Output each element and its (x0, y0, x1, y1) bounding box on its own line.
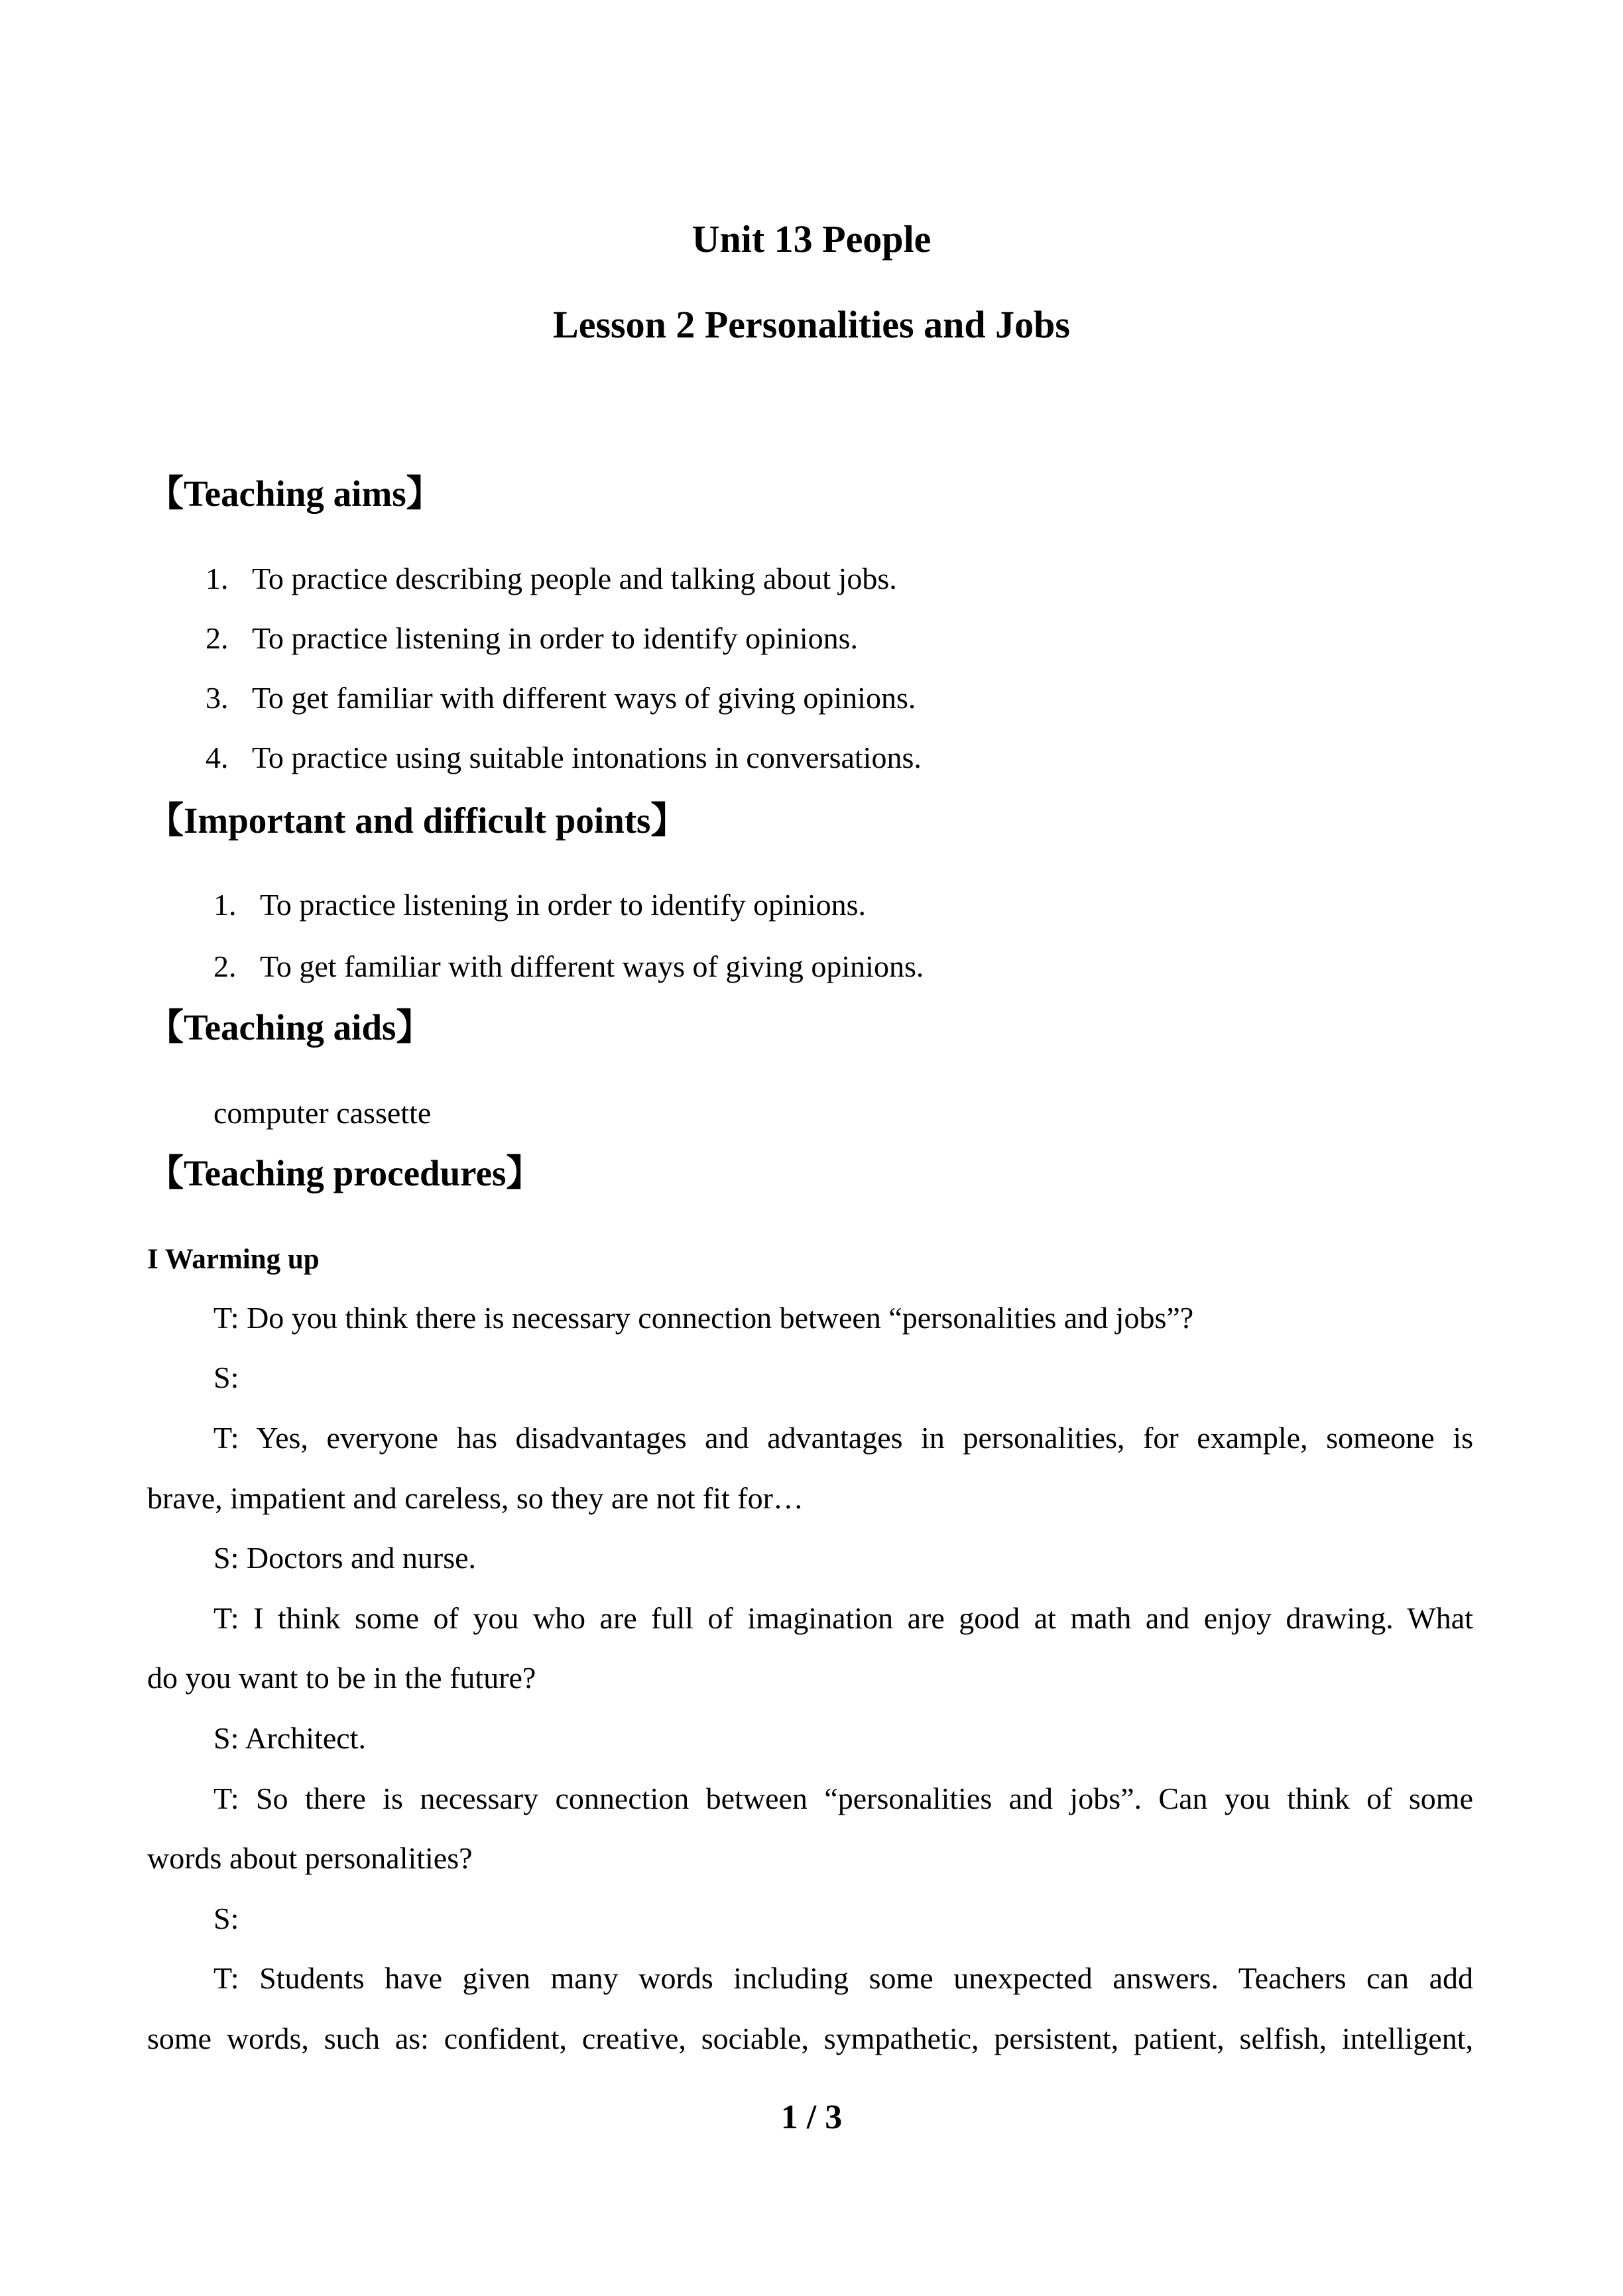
aim-text: To practice describing people and talking about jobs. (252, 562, 897, 595)
aim-text: To practice listening in order to identify opinions. (252, 621, 859, 655)
aim-number: 2. (206, 621, 229, 655)
dialogue-line: S: (213, 1360, 239, 1394)
aids-text: computer cassette (213, 1096, 432, 1130)
dialogue-line: S: Architect. (213, 1721, 366, 1755)
dialogue-line: T: Students have given many words including some unexpected answers. Teachers can add (213, 1961, 1473, 1995)
page-number: 1 / 3 (780, 2098, 843, 2136)
point-number: 2. (213, 949, 237, 983)
aim-text: To get familiar with different ways of giving opinions. (252, 681, 916, 715)
dialogue-line: T: Do you think there is necessary connection between “personalities and jobs”? (213, 1301, 1194, 1335)
document-title: Unit 13 People (691, 217, 932, 261)
section-heading-teaching-aids: 【Teaching aids】 (147, 1007, 433, 1048)
section-heading-teaching-aims: 【Teaching aims】 (147, 473, 443, 514)
section-heading-important-points: 【Important and difficult points】 (147, 800, 688, 841)
document-subtitle: Lesson 2 Personalities and Jobs (553, 303, 1070, 346)
dialogue-line: S: (213, 1902, 239, 1935)
aim-item (206, 683, 916, 713)
aim-number: 3. (206, 681, 229, 715)
point-number: 1. (213, 888, 237, 922)
point-item (213, 951, 924, 982)
aim-number: 1. (206, 562, 229, 595)
point-text: To practice listening in order to identify opinions. (260, 888, 867, 922)
dialogue-line-continued: some words, such as: confident, creative, sociable, sympathetic, persistent, patient, selfish, intelligent, (147, 2022, 1473, 2055)
aim-item (206, 623, 858, 654)
dialogue-line: T: Yes, everyone has disadvantages and advantages in personalities, for example, someone is (213, 1421, 1473, 1455)
section-heading-teaching-procedures: 【Teaching procedures】 (147, 1153, 543, 1193)
dialogue-line-continued: words about personalities? (147, 1841, 473, 1875)
dialogue-line: T: So there is necessary connection between “personalities and jobs”. Can you think of some (213, 1782, 1473, 1815)
aim-text: To practice using suitable intonations in conversations. (252, 741, 922, 774)
dialogue-line-continued: brave, impatient and careless, so they are not fit for… (147, 1481, 804, 1515)
point-item (213, 890, 866, 920)
dialogue-line: S: Doctors and nurse. (213, 1541, 477, 1575)
dialogue-line: T: I think some of you who are full of imagination are good at math and enjoy drawing. What (213, 1601, 1473, 1635)
point-text: To get familiar with different ways of giving opinions. (260, 949, 924, 983)
aim-item (206, 564, 897, 594)
procedure-subheading-warming-up: I Warming up (147, 1244, 320, 1275)
aim-item (206, 743, 922, 773)
dialogue-line-continued: do you want to be in the future? (147, 1661, 536, 1695)
aim-number: 4. (206, 741, 229, 774)
